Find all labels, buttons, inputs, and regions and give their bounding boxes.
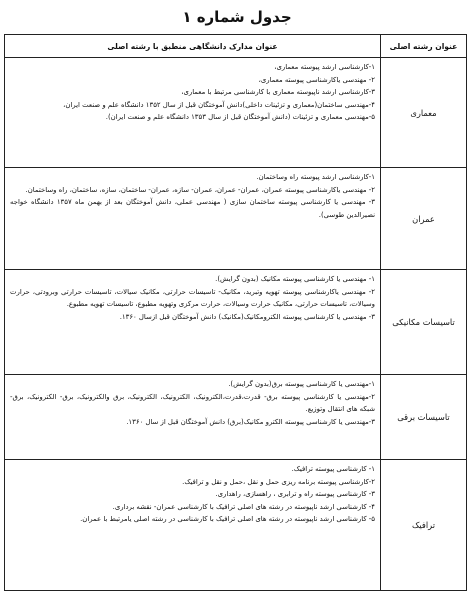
degree-list [5,460,381,591]
header-degrees: عنوان مدارک دانشگاهی منطبق با رشته اصلی [5,35,381,58]
field-name-electrical: تاسیسات برقی [381,375,467,460]
list-item: ۱- مهندسی یا کارشناسی پیوسته مکانیک (بدون گرایش). [215,275,375,283]
list-item: ۴-مهندسی ساختمان(معماری و تزئینات داخلی)دانش آموختگان قبل از سال ۱۳۵۲ دانشگاه علم و صنعت ایران، [63,100,375,109]
list-item: ۴- کارشناسی ارشد ناپیوسته در رشته های اصلی ترافیک با کارشناسی عمران- نقشه برداری. [112,502,375,511]
list-item: ۲- مهندسی یاکارشناسی پیوسته معماری، [258,75,375,84]
field-name-civil: عمران [381,168,467,270]
table-row [5,168,467,270]
list-item: ۳-مهندسی یا کارشناسی پیوسته الکترو مکانیک(برق) دانش آموختگان قبل از سال ۱۳۶۰. [126,417,375,426]
table-title: جدول شماره ۱ [182,8,292,26]
list-item: ۲-کارشناسی پیوسته برنامه ریزی حمل و نقل ،حمل و نقل و ترافیک. [182,477,375,486]
list-item: ۵-مهندسی معماری و تزئینات (دانش آموختگان قبل از سال ۱۳۵۳ دانشگاه علم و صنعت ایران). [105,113,375,122]
header-row [5,35,467,58]
list-item: ۳- کارشناسی پیوسته راه و ترابری ، راهسازی، راهداری. [215,490,375,499]
table-row [5,270,467,375]
degree-list [5,168,381,270]
field-name-architecture: معماری [381,58,467,168]
degree-list [5,270,381,375]
header-field: عنوان رشته اصلی [381,35,467,58]
list-item: ۲- مهندسی یاکارشناسی پیوسته عمران، عمران- عمران، عمران- سازه، عمران- ساختمان، سازه، ساختمان، راه وساختمان. [25,185,375,194]
degree-list [5,375,381,460]
field-name-mechanical: تاسیسات مکانیکی [381,270,467,375]
list-item: ۳- مهندسی یا کارشناسی پیوسته الکترومکانیک(مکانیک) دانش آموختگان قبل ازسال ۱۳۶۰. [119,312,375,321]
list-item: ۱-مهندسی یا کارشناسی پیوسته برق(بدون گرایش). [228,380,375,388]
table-row [5,58,467,168]
list-item: ۱-کارشناسی ارشد پیوسته معماری، [274,63,375,71]
table-row [5,460,467,591]
list-item: ۵- کارشناسی ارشد ناپیوسته در رشته های اصلی ترافیک با کارشناسی در رشته اصلی یامرتبط با عمران. [80,515,375,524]
list-item: ۱-کارشناسی ارشد پیوسته راه وساختمان. [256,173,375,181]
list-item: ۲- مهندسی یاکارشناسی پیوسته تهویه وتبرید، مکانیک- تاسیسات حرارتی، مکانیک سیالات، تاسیسات حرارتی وبرودتی، حرارت وسیالات، تاسیسات حرارتی، مکانیک حرارت وسیالات، حرارت مرکزی وتهویه مطبوع، تاسیسات تهویه مطبوع. [10,287,375,309]
list-item: ۳-کارشناسی ارشد ناپیوسته معماری با کارشناسی مرتبط با معماری، [181,88,375,97]
list-item: ۱- کارشناسی پیوسته ترافیک. [291,465,375,473]
field-name-traffic: ترافیک [381,460,467,591]
list-item: ۳- مهندسی یا کارشناسی پیوسته ساختمان سازی ( مهندسی عملی، دانش آموختگان بعد از بهمن ماه ۱۳۵۷ دانشگاه خواجه نصیرالدین طوسی). [10,198,375,219]
table-row [5,375,467,460]
degrees-table [4,34,467,591]
list-item: ۲-مهندسی یا کارشناسی پیوسته برق- قدرت،قدرت،الکترونیک، الکترونیک، الکترونیک، برق والکترونیک، برق- الکترونیک، برق- شبکه های انتقال وتوزیع. [10,392,375,414]
degree-list [5,58,381,168]
